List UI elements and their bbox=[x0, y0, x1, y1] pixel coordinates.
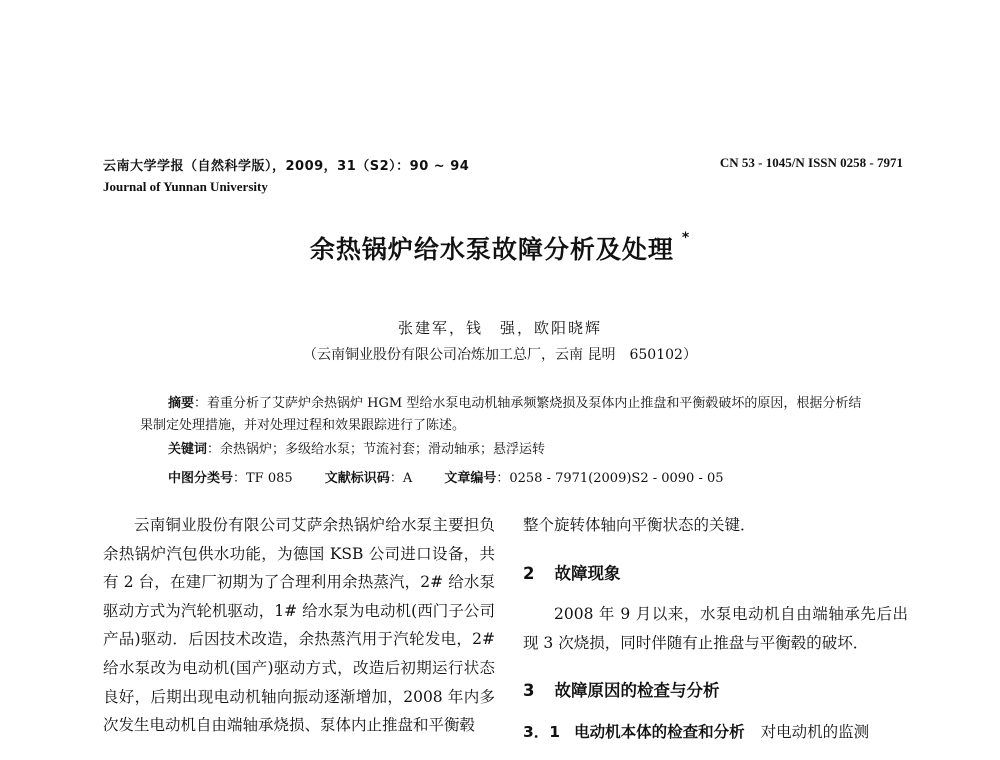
article-number-label: 文章编号 bbox=[444, 471, 497, 486]
issn-number: CN 53 - 1045/N ISSN 0258 - 7971 bbox=[719, 155, 903, 170]
keywords-label: 关键词 bbox=[168, 442, 208, 457]
doc-code-value: ：A bbox=[389, 471, 413, 486]
subsection-3-1-number: 3．1 bbox=[523, 722, 561, 741]
paper-title-text: 余热锅炉给水泵故障分析及处理 bbox=[309, 235, 674, 264]
section-2-number: 2 bbox=[523, 563, 535, 583]
section-3-title: 故障原因的检查与分析 bbox=[554, 681, 720, 701]
clc-number bbox=[168, 471, 293, 486]
doc-code-label: 文献标识码 bbox=[324, 471, 390, 486]
keywords-text: ：余热锅炉；多级给水泵；节流衬套；滑动轴承；悬浮运转 bbox=[207, 442, 546, 457]
clc-value: ：TF 085 bbox=[233, 471, 293, 486]
section-heading-2 bbox=[523, 560, 908, 589]
continuation-paragraph: 整个旋转体轴向平衡状态的关键． bbox=[523, 516, 756, 534]
document-code bbox=[325, 471, 412, 486]
section-3-number: 3 bbox=[523, 681, 535, 701]
section-2-paragraph: 2008 年 9 月以来，水泵电动机自由端轴承先后出现 3 次烧损，同时伴随有止推盘与平衡毂的破坏． bbox=[523, 605, 908, 652]
clc-label: 中图分类号 bbox=[168, 471, 234, 486]
author-affiliation: （云南铜业股份有限公司冶炼加工总厂，云南 昆明 650102） bbox=[303, 347, 697, 363]
abstract-text: ：着重分析了艾萨炉余热锅炉 HGM 型给水泵电动机轴承频繁烧损及泵体内止推盘和平衡毂破坏的原因，根据分析结果制定处理措施，并对处理过程和效果跟踪进行了陈述。 bbox=[140, 396, 862, 433]
journal-citation-cn: 云南大学学报（自然科学版），2009，31（S2）：90 ~ 94 bbox=[103, 159, 470, 174]
classification-line bbox=[168, 467, 752, 486]
section-heading-3 bbox=[523, 677, 908, 706]
subsection-3-1 bbox=[523, 718, 908, 747]
author-list: 张建军，钱 强，欧阳晓辉 bbox=[397, 319, 602, 337]
title-footnote-mark: * bbox=[681, 230, 691, 246]
paper-title bbox=[0, 230, 1000, 266]
subsection-3-1-title: 电动机本体的检查和分析 bbox=[574, 722, 745, 741]
right-column bbox=[523, 511, 908, 747]
intro-paragraph: 云南铜业股份有限公司艾萨余热锅炉给水泵主要担负余热锅炉汽包供水功能，为德国 KSB 公司进口设备，共有 2 台，在建厂初期为了合理利用余热蒸汽，2# 给水泵驱动方式为汽轮机驱动，1# 给水泵为电动机(西门子公司产品)驱动．后因技术改造，余热蒸汽用于汽轮发电，2# 给水泵改为电动机(国产)驱动方式，改造后初期运行状态良好，后期出现电动机轴向振动逐渐增加，2008 年内多次发生电动机自由端轴承烧损、泵体内止推盘和平衡毂 bbox=[103, 516, 495, 735]
section-2-title: 故障现象 bbox=[554, 563, 621, 583]
abstract bbox=[140, 393, 862, 437]
article-number bbox=[444, 471, 723, 486]
abstract-label: 摘要 bbox=[168, 396, 195, 411]
subsection-3-1-text: 对电动机的监测 bbox=[760, 722, 870, 741]
article-number-value: ：0258 - 7971(2009)S2 - 0090 - 05 bbox=[496, 471, 724, 486]
subsection-3-1-heading bbox=[523, 723, 745, 741]
keywords bbox=[168, 438, 545, 457]
journal-name-en: Journal of Yunnan University bbox=[103, 179, 268, 194]
left-column bbox=[103, 511, 495, 740]
